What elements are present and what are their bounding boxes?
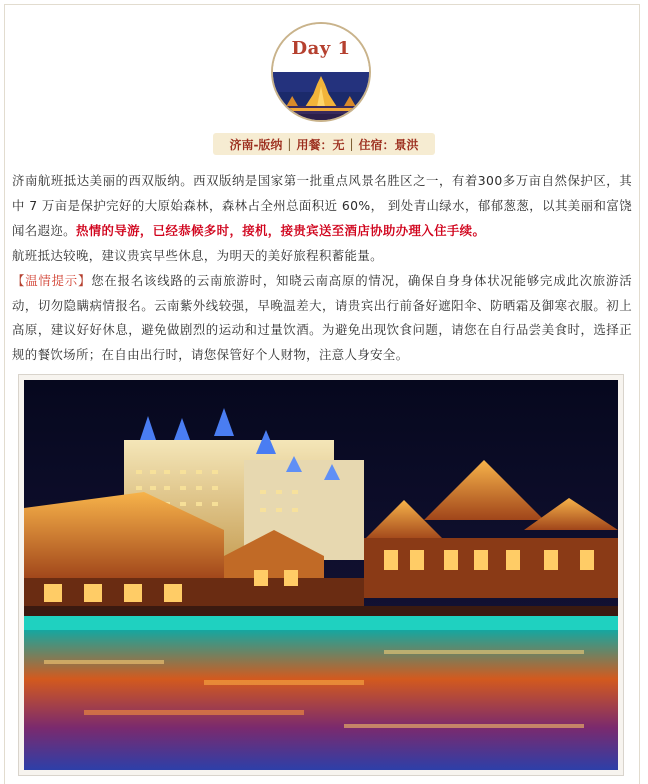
meta-separator: | — [349, 137, 354, 151]
route-label: 济南-版纳 — [229, 137, 283, 152]
tip-title: 温情提示 — [25, 272, 79, 288]
itinerary-intro: 济南航班抵达美丽的西双版纳。西双版纳是国家第一批重点风景名胜区之一，有着300多万亩自然保护区，其中 7 万亩是保护完好的大原始森林，森林占全州总面积近 60%， 到处青山绿水，郁郁葱葱，以其美丽和富饶闻名遐迩。 — [12, 173, 632, 238]
day-thumbnail-photo — [273, 72, 369, 122]
itinerary-text — [12, 169, 632, 368]
night-scene-photo — [18, 374, 624, 776]
tip-close-bracket: 】 — [78, 272, 92, 288]
itinerary-paragraph — [12, 169, 632, 244]
tip-body: 您在报名该线路的云南旅游时，知晓云南高原的情况，确保自身身体状况能够完成此次旅游活动，切勿隐瞒病情报名。云南紫外线较强，早晚温差大，请贵宾出行前备好遮阳伞、防晒霜及御寒衣服。初上高原，建议好好休息，避免做剧烈的运动和过量饮酒。为避免出现饮食问题，请您在自行品尝美食时，选择正规的餐饮场所；在自由出行时，请您保管好个人财物，注意人身安全。 — [12, 272, 632, 363]
tip-open-bracket: 【 — [12, 272, 26, 288]
meta-separator: | — [287, 137, 292, 151]
meals-label: 用餐：无 — [296, 137, 345, 152]
night-market-illustration — [24, 380, 618, 770]
tip-paragraph — [12, 269, 632, 369]
lodging-label: 住宿：景洪 — [358, 137, 419, 152]
itinerary-highlight: 热情的导游，已经恭候多时，接机，接贵宾送至酒店协助办理入住手续。 — [75, 222, 486, 238]
day-badge — [271, 22, 371, 122]
day-meta-bar — [213, 133, 435, 155]
day-label: Day 1 — [273, 24, 369, 72]
itinerary-rest: 航班抵达较晚，建议贵宾早些休息，为明天的美好旅程积蓄能量。 — [12, 247, 383, 263]
